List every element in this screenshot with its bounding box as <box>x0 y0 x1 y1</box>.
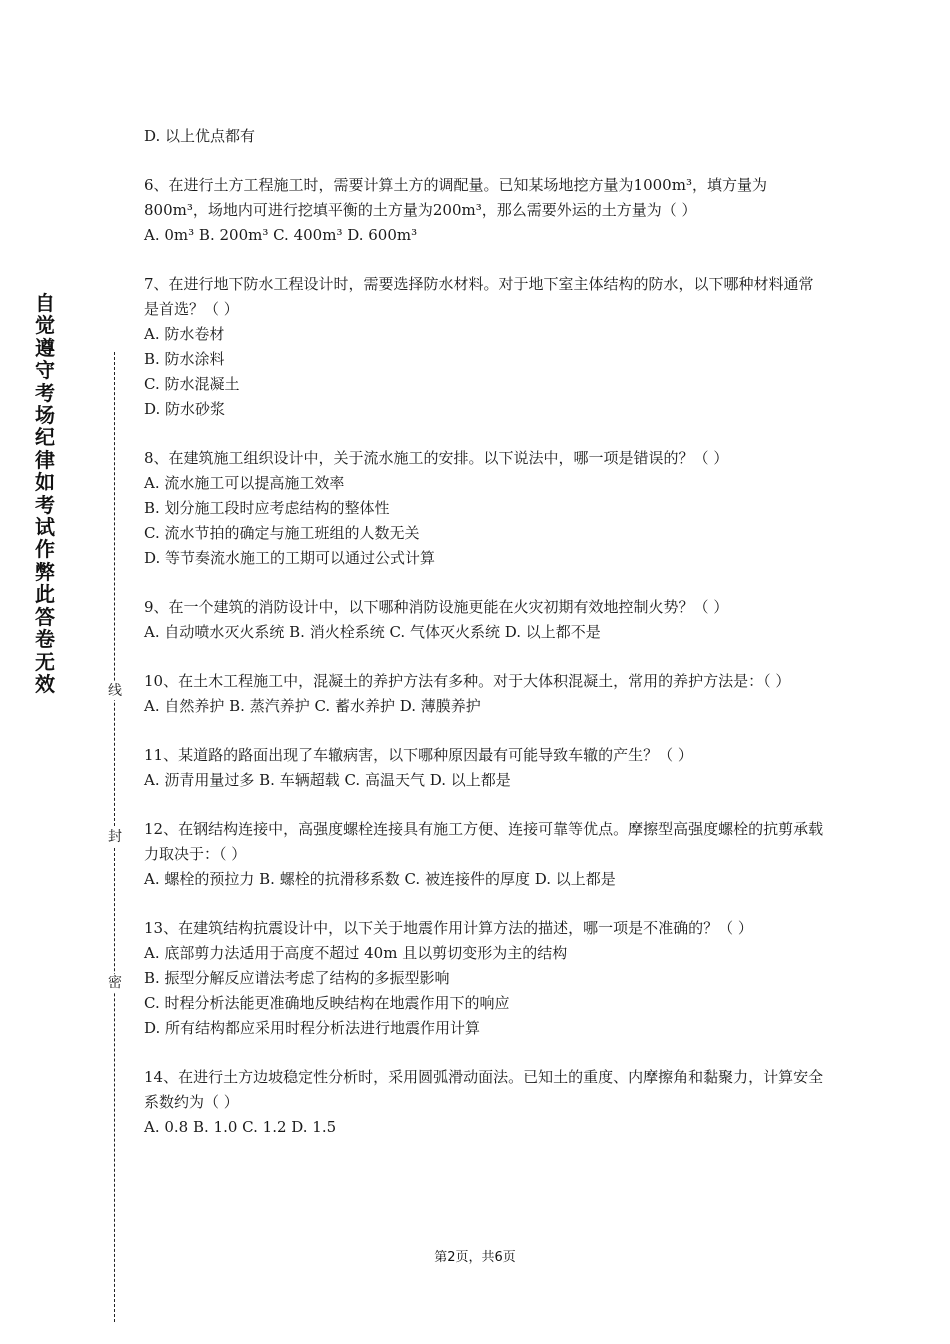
question-option: D. 防水砂浆 <box>144 400 226 418</box>
question-block <box>144 272 824 422</box>
question-option: A. 0m³ B. 200m³ C. 400m³ D. 600m³ <box>144 226 418 244</box>
question-text: 10、在土木工程施工中，混凝土的养护方法有多种。对于大体积混凝土，常用的养护方法是：（ ） <box>144 672 791 690</box>
exam-discipline-notice: 自觉遵守考场纪律如考试作弊此答卷无效 <box>35 291 55 696</box>
question-option: B. 防水涂料 <box>144 350 225 368</box>
question-block <box>144 916 824 1041</box>
question-option: B. 划分施工段时应考虑结构的整体性 <box>144 499 390 517</box>
question-option: A. 底部剪力法适用于高度不超过 40m 且以剪切变形为主的结构 <box>144 944 568 962</box>
lead-option: D. 以上优点都有 <box>144 127 256 145</box>
question-text: 12、在钢结构连接中，高强度螺栓连接具有施工方便、连接可靠等优点。摩擦型高强度螺栓的抗剪承载力取决于：（ ） <box>144 820 824 863</box>
lead-option-block <box>144 124 824 149</box>
question-option: D. 所有结构都应采用时程分析法进行地震作用计算 <box>144 1019 481 1037</box>
question-option: A. 螺栓的预拉力 B. 螺栓的抗滑移系数 C. 被连接件的厚度 D. 以上都是 <box>144 870 616 888</box>
question-block <box>144 669 824 719</box>
binding-mark-feng: 封 <box>104 828 126 846</box>
question-block <box>144 173 824 248</box>
question-option: A. 自然养护 B. 蒸汽养护 C. 蓄水养护 D. 薄膜养护 <box>144 697 481 715</box>
question-option: C. 流水节拍的确定与施工班组的人数无关 <box>144 524 420 542</box>
question-text: 9、在一个建筑的消防设计中，以下哪种消防设施更能在火灾初期有效地控制火势？（ ） <box>144 598 729 616</box>
question-list <box>144 124 824 1164</box>
binding-mark-mi: 密 <box>104 974 126 992</box>
question-option: A. 流水施工可以提高施工效率 <box>144 474 345 492</box>
question-block <box>144 743 824 793</box>
question-option: A. 沥青用量过多 B. 车辆超载 C. 高温天气 D. 以上都是 <box>144 771 511 789</box>
question-text: 8、在建筑施工组织设计中，关于流水施工的安排。以下说法中，哪一项是错误的？（ ） <box>144 449 729 467</box>
question-option: D. 等节奏流水施工的工期可以通过公式计算 <box>144 549 436 567</box>
binding-mark-xian: 线 <box>104 682 126 700</box>
question-option: C. 防水混凝土 <box>144 375 240 393</box>
question-text: 13、在建筑结构抗震设计中，以下关于地震作用计算方法的描述，哪一项是不准确的？（ ） <box>144 919 753 937</box>
question-option: C. 时程分析法能更准确地反映结构在地震作用下的响应 <box>144 994 510 1012</box>
question-text: 11、某道路的路面出现了车辙病害，以下哪种原因最有可能导致车辙的产生？（ ） <box>144 746 693 764</box>
question-block <box>144 446 824 571</box>
question-option: A. 防水卷材 <box>144 325 225 343</box>
question-block <box>144 1065 824 1140</box>
question-text: 6、在进行土方工程施工时，需要计算土方的调配量。已知某场地挖方量为1000m³，填方量为800m³，场地内可进行挖填平衡的土方量为200m³，那么需要外运的土方量为（ ） <box>144 176 767 219</box>
question-option: B. 振型分解反应谱法考虑了结构的多振型影响 <box>144 969 450 987</box>
question-option: A. 0.8 B. 1.0 C. 1.2 D. 1.5 <box>144 1118 337 1136</box>
question-option: A. 自动喷水灭火系统 B. 消火栓系统 C. 气体灭火系统 D. 以上都不是 <box>144 623 601 641</box>
question-block <box>144 595 824 645</box>
question-text: 14、在进行土方边坡稳定性分析时，采用圆弧滑动面法。已知土的重度、内摩擦角和黏聚力，计算安全系数约为（ ） <box>144 1068 824 1111</box>
question-text: 7、在进行地下防水工程设计时，需要选择防水材料。对于地下室主体结构的防水，以下哪种材料通常是首选？（ ） <box>144 275 814 318</box>
page-footer: 第2页，共6页 <box>434 1250 516 1265</box>
question-block <box>144 817 824 892</box>
